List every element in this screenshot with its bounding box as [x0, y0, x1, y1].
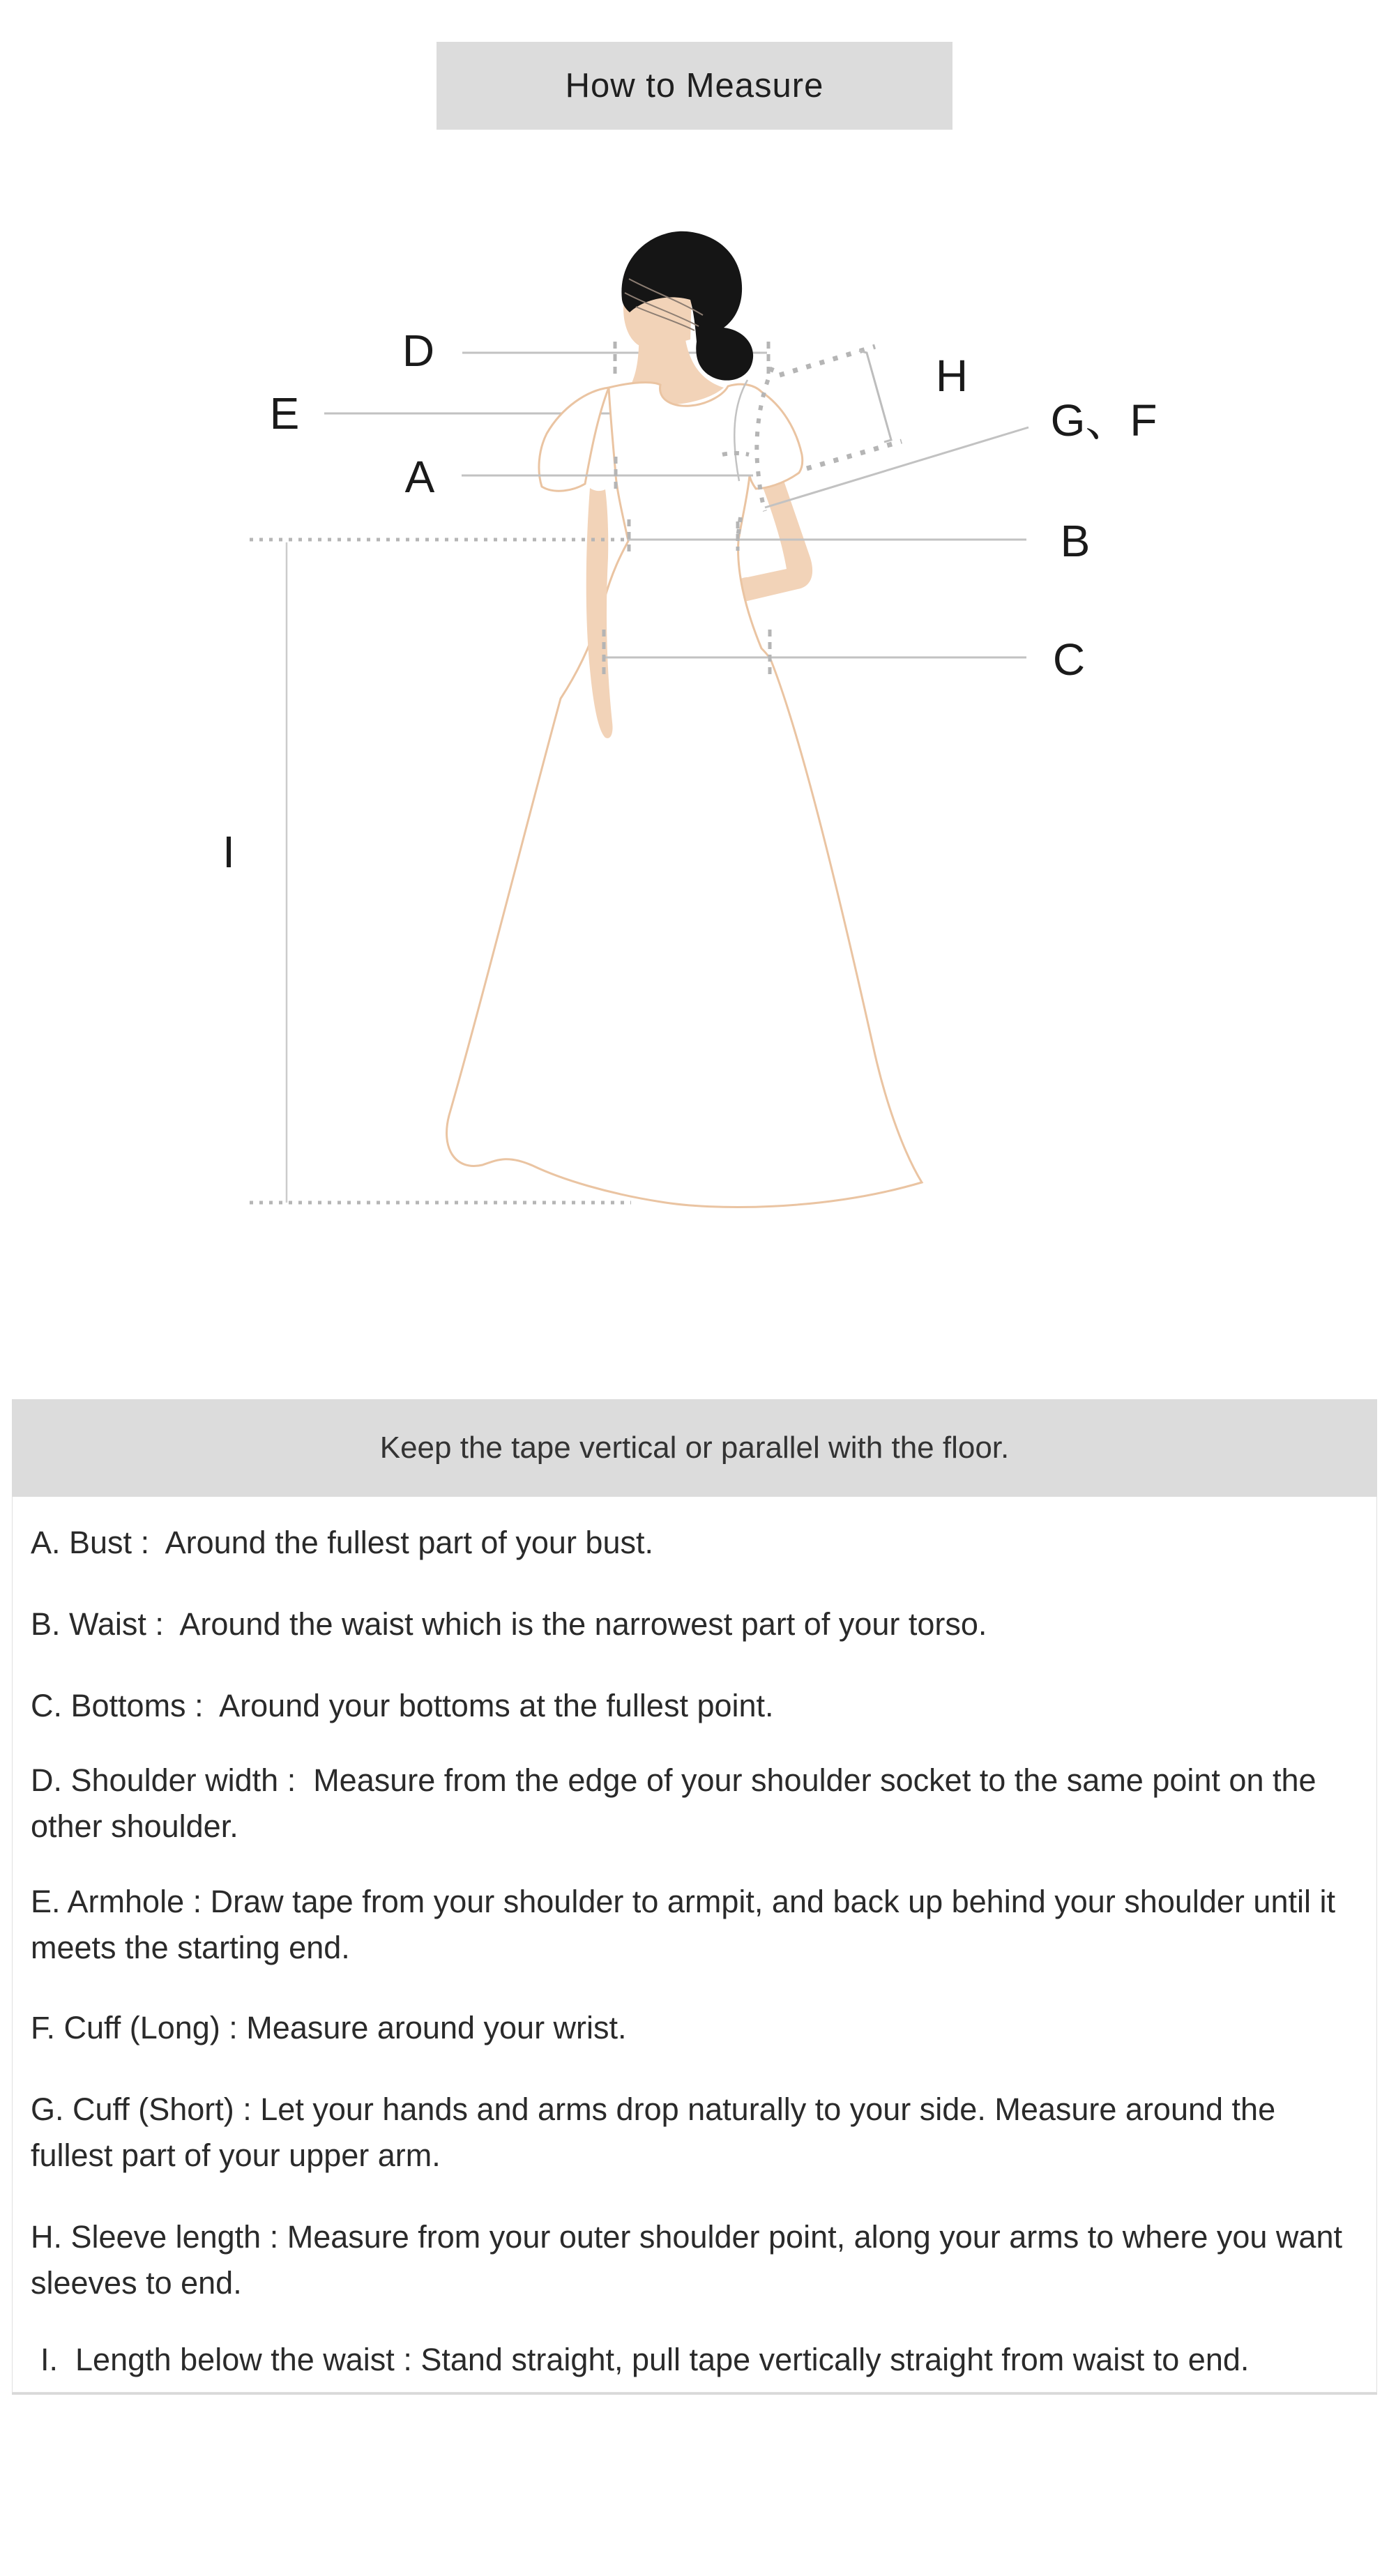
label-B: B	[1060, 516, 1091, 566]
measurement-figure	[0, 130, 1389, 1398]
instruction-waist: B. Waist : Around the waist which is the narrowest part of your torso.	[31, 1606, 987, 1642]
sleeve-guide-bottom	[807, 441, 902, 468]
instruction-sleeve-length: H. Sleeve length : Measure from your outer shoulder point, along your arms to where you want sleeves to end.	[31, 2219, 1351, 2301]
instruction-cuff-long: F. Cuff (Long) : Measure around your wrist.	[31, 2010, 627, 2045]
label-D: D	[402, 326, 435, 376]
instruction-bust: A. Bust : Around the fullest part of your bust.	[31, 1525, 653, 1560]
note-text: Keep the tape vertical or parallel with the floor.	[379, 1431, 1010, 1465]
label-A: A	[404, 452, 435, 502]
instruction-shoulder-width: D. Shoulder width : Measure from the edge of your shoulder socket to the same point on the other shoulder.	[31, 1762, 1326, 1844]
instruction-length-below-waist: I. Length below the waist : Stand straight, pull tape vertically straight from waist to end.	[40, 2342, 1250, 2377]
note-band	[12, 1399, 1377, 1497]
instruction-bottoms: C. Bottoms : Around your bottoms at the fullest point.	[31, 1688, 774, 1723]
measurement-instructions	[12, 1497, 1377, 2393]
label-H: H	[935, 351, 969, 401]
page-title: How to Measure	[565, 67, 824, 105]
title-band	[437, 42, 952, 130]
sleeve-length-bracket-H	[859, 351, 891, 442]
label-GF: G、F	[1050, 395, 1158, 445]
instruction-armhole: E. Armhole : Draw tape from your shoulder to armpit, and back up behind your shoulder until it meets the starting end.	[31, 1884, 1344, 1965]
instruction-cuff-short: G. Cuff (Short) : Let your hands and arms drop naturally to your side. Measure around the fullest part of your upper arm.	[31, 2091, 1284, 2173]
measurement-diagram	[0, 130, 1389, 1398]
cuff-pointer-line-GF	[765, 427, 1029, 508]
label-E: E	[269, 388, 300, 439]
dress	[447, 383, 922, 1207]
label-C: C	[1052, 634, 1086, 685]
label-I: I	[222, 827, 235, 877]
